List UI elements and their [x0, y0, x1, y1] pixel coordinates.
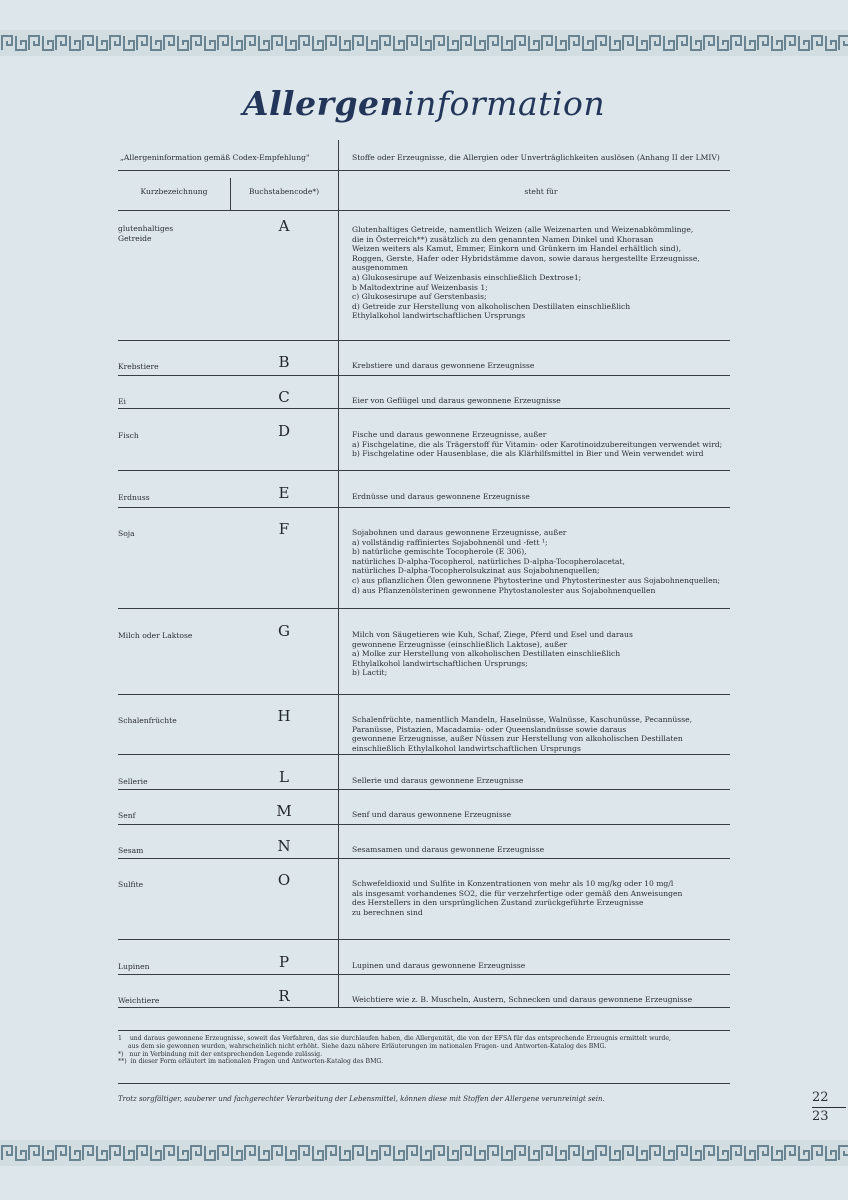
greek-key-motif	[272, 1146, 296, 1160]
column-divider-main	[338, 140, 339, 1008]
greek-key-motif	[623, 36, 647, 50]
row-description: Sesamsamen und daraus gewonnene Erzeugnisse	[352, 845, 545, 854]
greek-key-motif	[677, 1146, 701, 1160]
greek-key-motif	[326, 36, 350, 50]
greek-key-motif	[758, 36, 782, 50]
row-divider	[118, 470, 730, 471]
row-divider	[118, 974, 730, 975]
row-divider	[118, 408, 730, 409]
greek-key-motif	[785, 36, 809, 50]
greek-key-motif	[218, 1146, 242, 1160]
greek-key-motif	[29, 1146, 53, 1160]
row-buchstabencode: E	[278, 484, 290, 502]
greek-key-motif	[812, 36, 836, 50]
greek-key-motif	[704, 1146, 728, 1160]
header-kurzbezeichnung: Kurzbezeichnung	[140, 187, 208, 196]
greek-key-motif	[326, 1146, 350, 1160]
row-kurzbezeichnung: Soja	[118, 529, 135, 538]
greek-key-motif	[191, 1146, 215, 1160]
row-kurzbezeichnung: Milch oder Laktose	[118, 631, 193, 640]
row-divider	[118, 789, 730, 790]
row-description: Senf und daraus gewonnene Erzeugnisse	[352, 810, 512, 819]
row-buchstabencode: F	[278, 520, 290, 538]
row-kurzbezeichnung: Schalenfrüchte	[118, 716, 177, 725]
row-description: Sojabohnen und daraus gewonnene Erzeugnisse, außer a) vollständig raffiniertes Sojabohnenöl und -fett ¹; b) natürliche gemischte Tocopherole (E 306), natürliches D-alpha-Tocopherol, natürliches D-alpha-Tocopherolacetat, natürliches D-alpha-Tocopherolsukzinat aus Sojabohnenquellen; c) aus pflanzlichen Ölen gewonnene Phytosterine und Phytosterinester aus Sojabohnenquellen; d) aus Pflanzenölsterinen gewonnene Phytostanolester aus Sojabohnenquellen	[352, 528, 721, 595]
greek-key-motif	[596, 1146, 620, 1160]
row-divider	[118, 694, 730, 695]
row-kurzbezeichnung: Sesam	[118, 846, 144, 855]
title-light: information	[404, 84, 606, 123]
greek-key-motif	[434, 1146, 458, 1160]
row-divider	[118, 1007, 730, 1008]
greek-key-motif	[191, 36, 215, 50]
footnote-3-mark: **)	[118, 1058, 127, 1066]
page-number-right: 23	[812, 1109, 829, 1124]
greek-key-motif	[461, 1146, 485, 1160]
title-bold: Allergen	[242, 84, 405, 123]
row-kurzbezeichnung: Sellerie	[118, 777, 148, 786]
greek-key-motif	[2, 1146, 26, 1160]
row-description: Eier von Geflügel und daraus gewonnene Erzeugnisse	[352, 396, 561, 405]
greek-key-motif	[110, 1146, 134, 1160]
footnote-1-continued: aus dem sie gewonnen wurden, wahrscheinlich nicht erhöht. Siehe dazu nähere Erläuterungen im nationalen Fragen- und Antworten-Katalog des BMG.	[128, 1042, 607, 1050]
footnote-2-mark: *)	[118, 1050, 124, 1058]
greek-key-motif	[218, 36, 242, 50]
row-description: Fische und daraus gewonnene Erzeugnisse, außer a) Fischgelatine, die als Trägerstoff für Vitamin- oder Karotinoidzubereitungen verwendet wird; b) Fischgelatine oder Hausenblase, die als Klärhilfsmittel in Bier und Wein verwendet wird	[352, 430, 723, 459]
row-divider	[118, 608, 730, 609]
row-divider	[118, 858, 730, 859]
header-steht-fuer: steht für	[524, 187, 558, 196]
footnote-2-text: nur in Verbindung mit der entsprechenden Legende zulässig.	[129, 1050, 323, 1058]
row-buchstabencode: M	[276, 802, 292, 820]
header-right-group: Stoffe oder Erzeugnisse, die Allergien oder Unverträglichkeiten auslösen (Anhang II der LMIV)	[352, 153, 720, 162]
row-buchstabencode: D	[277, 422, 291, 440]
footnote-3	[118, 1058, 730, 1066]
row-buchstabencode: O	[277, 871, 291, 889]
greek-key-motif	[164, 36, 188, 50]
ornament-top	[0, 30, 848, 56]
page-title	[0, 84, 848, 123]
row-kurzbezeichnung: Sulfite	[118, 880, 144, 889]
header-rule	[118, 210, 730, 211]
row-description: Schalenfrüchte, namentlich Mandeln, Haselnüsse, Walnüsse, Kaschunüsse, Pecannüsse, Paranüsse, Pistazien, Macadamia- oder Queenslandnüsse sowie daraus gewonnene Erzeugnisse, außer Nüssen zur Herstellung von alkoholischen Destillaten einschließlich Ethylalkohol landwirtschaftlichen Ursprungs	[352, 715, 693, 753]
row-divider	[118, 375, 730, 376]
greek-key-motif	[56, 36, 80, 50]
greek-key-motif	[56, 1146, 80, 1160]
greek-key-motif	[272, 36, 296, 50]
footnote-1-mark: 1	[118, 1035, 122, 1042]
greek-key-motif	[704, 36, 728, 50]
column-divider-header	[230, 178, 231, 210]
footnote-1	[118, 1035, 730, 1043]
row-description: Erdnüsse und daraus gewonnene Erzeugnisse	[352, 492, 530, 501]
greek-key-border-top	[0, 30, 848, 56]
footnote-2	[118, 1051, 730, 1059]
header-left-group: „Allergeninformation gemäß Codex-Empfehlung"	[120, 153, 310, 162]
greek-key-motif	[731, 1146, 755, 1160]
greek-key-motif	[29, 36, 53, 50]
row-kurzbezeichnung: Ei	[118, 397, 126, 406]
page-numbers	[812, 1090, 846, 1125]
greek-key-motif	[515, 36, 539, 50]
row-kurzbezeichnung: Senf	[118, 811, 136, 820]
greek-key-motif	[83, 36, 107, 50]
greek-key-motif	[515, 1146, 539, 1160]
greek-key-motif	[650, 1146, 674, 1160]
row-description: Krebstiere und daraus gewonnene Erzeugnisse	[352, 361, 535, 370]
greek-key-motif	[569, 1146, 593, 1160]
row-description: Milch von Säugetieren wie Kuh, Schaf, Ziege, Pferd und Esel und daraus gewonnene Erzeugnisse (einschließlich Laktose), außer a) Molke zur Herstellung von alkoholischen Destillaten einschließlich Ethylalkohol landwirtschaftlichen Ursprungs; b) Lactit;	[352, 630, 633, 678]
greek-key-motif	[245, 1146, 269, 1160]
header-buchstabencode: Buchstabencode*)	[248, 187, 320, 196]
greek-key-motif	[677, 36, 701, 50]
page-number-divider	[812, 1107, 846, 1108]
row-kurzbezeichnung: Erdnuss	[118, 493, 150, 502]
greek-key-motif	[434, 36, 458, 50]
row-buchstabencode: H	[277, 707, 291, 725]
row-buchstabencode: R	[278, 987, 290, 1005]
greek-key-motif	[164, 1146, 188, 1160]
greek-key-motif	[650, 36, 674, 50]
greek-key-motif	[785, 1146, 809, 1160]
greek-key-motif	[353, 1146, 377, 1160]
greek-key-motif	[488, 36, 512, 50]
ornament-bottom	[0, 1140, 848, 1166]
greek-key-motif	[407, 36, 431, 50]
row-description: Weichtiere wie z. B. Muscheln, Austern, Schnecken und daraus gewonnene Erzeugnisse	[352, 995, 693, 1004]
greek-key-motif	[299, 36, 323, 50]
greek-key-motif	[83, 1146, 107, 1160]
greek-key-motif	[731, 36, 755, 50]
greek-key-motif	[461, 36, 485, 50]
row-description: Sellerie und daraus gewonnene Erzeugnisse	[352, 776, 524, 785]
row-description: Glutenhaltiges Getreide, namentlich Weizen (alle Weizenarten und Weizenabkömmlinge, die in Österreich**) zusätzlich zu den genannten Namen Dinkel und Khorasan Weizen weiters als Kamut, Emmer, Einkorn und Grünkern im Handel erhältlich sind), Roggen, Gerste, Hafer oder Hybridstämme davon, sowie daraus hergestellte Erzeugnisse, ausgenommen a) Glukosesirupe auf Weizenbasis einschließlich Dextrose1; b Maltodextrine auf Weizenbasis 1; c) Glukosesirupe auf Gerstenbasis; d) Getreide zur Herstellung von alkoholischen Destillaten einschließlich Ethylalkohol landwirtschaftlichen Ursprungs	[352, 225, 700, 321]
footnote-rule-bottom	[118, 1083, 730, 1084]
greek-key-motif	[2, 36, 26, 50]
page-number-left: 22	[812, 1090, 829, 1105]
row-buchstabencode: C	[278, 388, 290, 406]
greek-key-motif	[839, 36, 848, 50]
row-buchstabencode: L	[279, 768, 289, 786]
row-buchstabencode: N	[277, 837, 291, 855]
greek-key-motif	[137, 1146, 161, 1160]
greek-key-motif	[839, 1146, 848, 1160]
header-rule	[118, 170, 730, 171]
row-buchstabencode: B	[278, 353, 290, 371]
row-divider	[118, 340, 730, 341]
footnote-3-text: in dieser Form erläutert im nationalen Fragen und Antworten-Katalog des BMG.	[130, 1058, 384, 1066]
greek-key-border-bottom	[0, 1140, 848, 1166]
greek-key-motif	[353, 36, 377, 50]
greek-key-motif	[812, 1146, 836, 1160]
row-divider	[118, 754, 730, 755]
greek-key-motif	[137, 36, 161, 50]
row-divider	[118, 824, 730, 825]
greek-key-motif	[110, 36, 134, 50]
greek-key-motif	[299, 1146, 323, 1160]
greek-key-motif	[758, 1146, 782, 1160]
greek-key-motif	[380, 36, 404, 50]
row-kurzbezeichnung: Weichtiere	[118, 996, 160, 1005]
row-divider	[118, 507, 730, 508]
greek-key-motif	[623, 1146, 647, 1160]
greek-key-motif	[569, 36, 593, 50]
row-kurzbezeichnung: Fisch	[118, 431, 139, 440]
greek-key-motif	[245, 36, 269, 50]
greek-key-motif	[596, 36, 620, 50]
greek-key-motif	[542, 1146, 566, 1160]
row-kurzbezeichnung: glutenhaltiges Getreide	[118, 224, 174, 243]
row-kurzbezeichnung: Lupinen	[118, 962, 150, 971]
footnotes	[118, 1035, 730, 1066]
greek-key-motif	[488, 1146, 512, 1160]
row-kurzbezeichnung: Krebstiere	[118, 362, 159, 371]
row-buchstabencode: G	[278, 622, 290, 640]
row-divider	[118, 939, 730, 940]
footnote-1-line1: und daraus gewonnene Erzeugnisse, soweit das Verfahren, das sie durchlaufen haben, die Allergenität, die von der EFSA für das entsprechende Erzeugnis ermittelt wurde,	[129, 1035, 672, 1042]
row-description: Lupinen und daraus gewonnene Erzeugnisse	[352, 961, 526, 970]
greek-key-motif	[407, 1146, 431, 1160]
row-buchstabencode: A	[278, 217, 290, 235]
greek-key-motif	[542, 36, 566, 50]
disclaimer: Trotz sorgfältiger, sauberer und fachgerechter Verarbeitung der Lebensmittel, können diese mit Stoffen der Allergene verunreinigt sein.	[118, 1095, 605, 1103]
greek-key-motif	[380, 1146, 404, 1160]
row-buchstabencode: P	[278, 953, 290, 971]
row-description: Schwefeldioxid und Sulfite in Konzentrationen von mehr als 10 mg/kg oder 10 mg/l als insgesamt vorhandenes SO2, die für verzehrfertige oder gemäß den Anweisungen des Herstellers in den ursprünglichen Zustand zurückgeführte Erzeugnisse zu berechnen sind	[352, 879, 683, 917]
footnote-rule-top	[118, 1030, 730, 1031]
